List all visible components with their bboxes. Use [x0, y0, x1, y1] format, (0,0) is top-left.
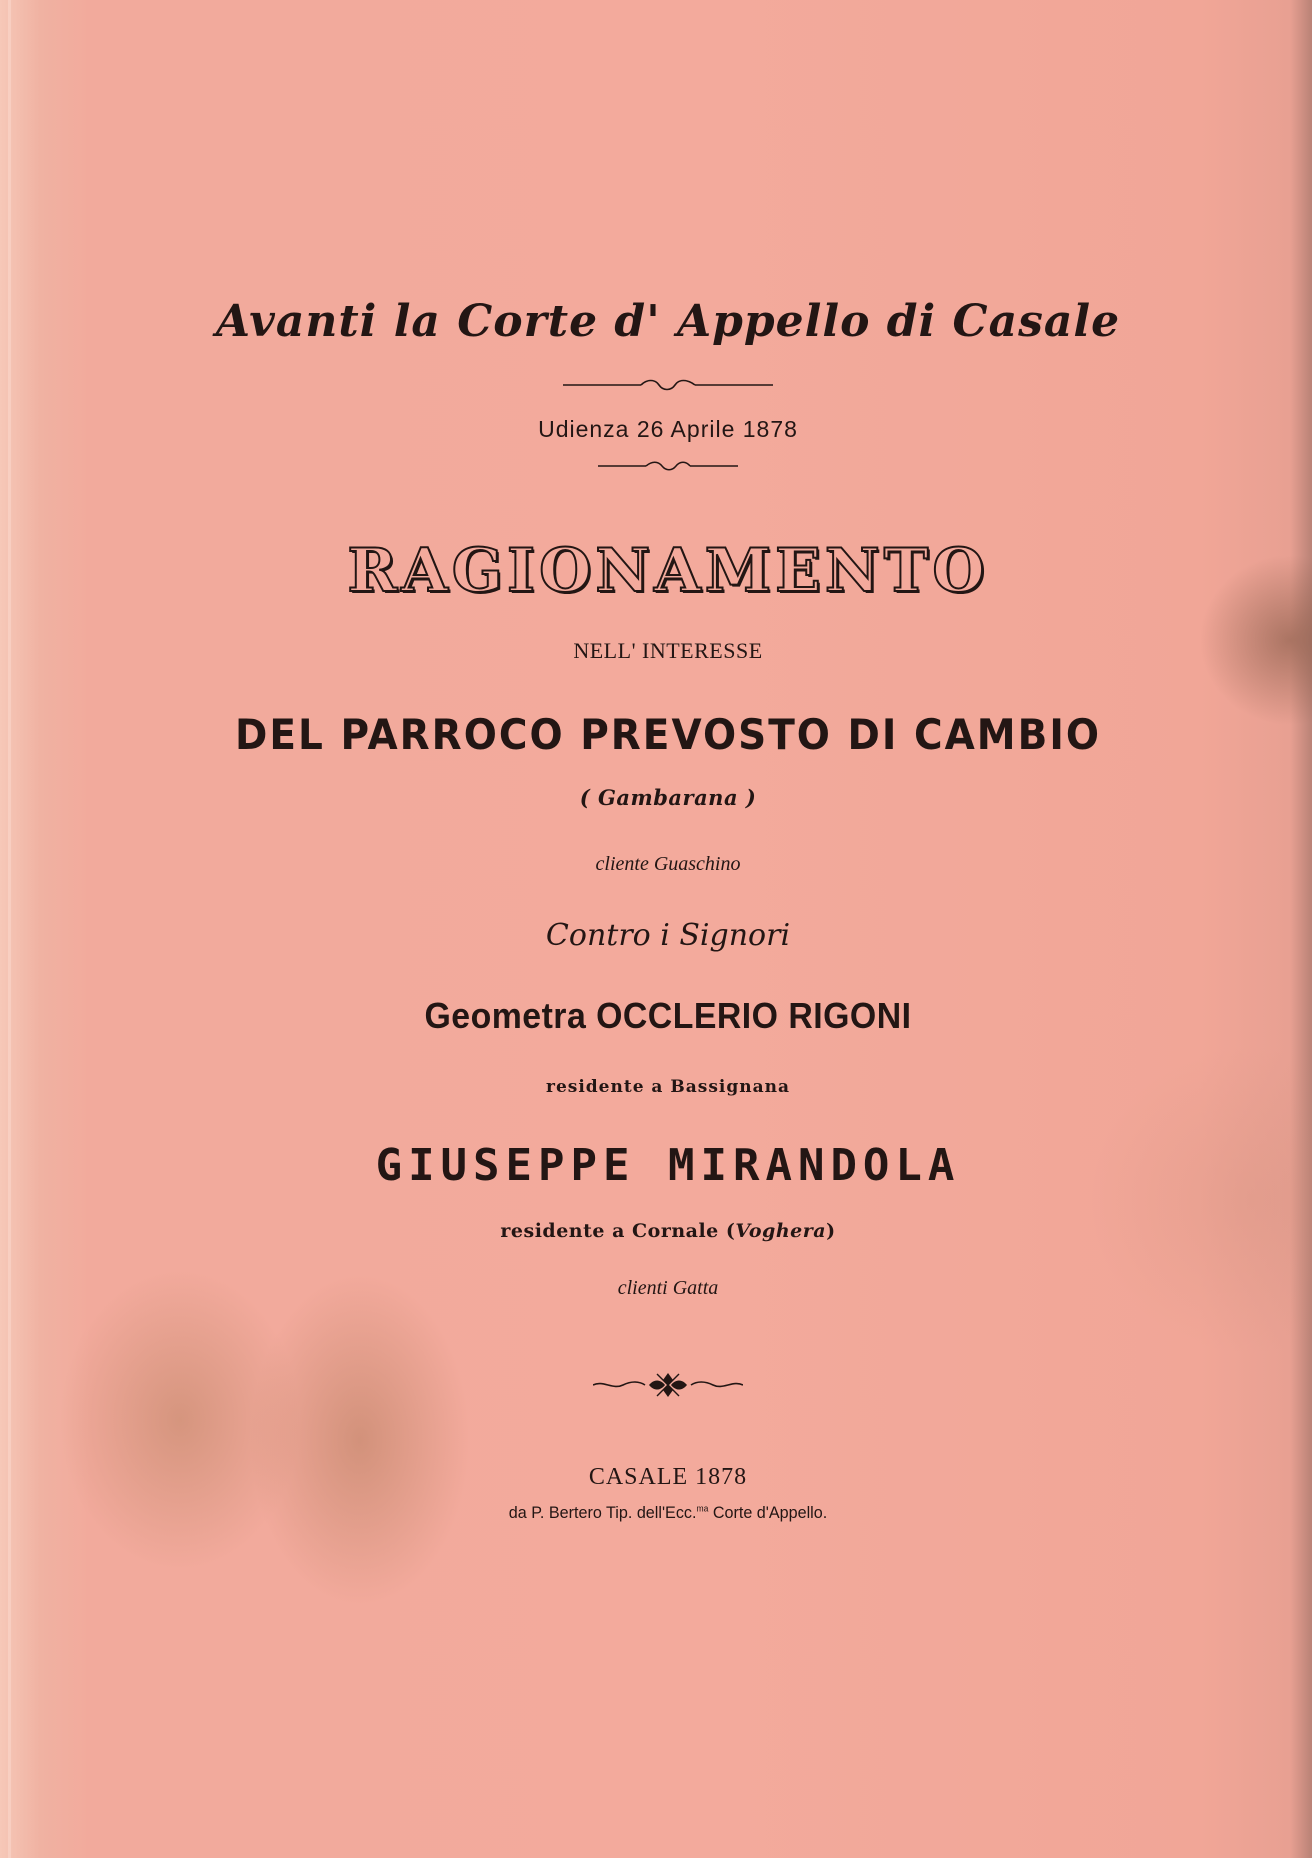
client-one: cliente Guaschino — [595, 853, 741, 875]
printer-prefix: da P. Bertero Tip. dell'Ecc. — [508, 1503, 697, 1522]
party-three: GIUSEPPE MIRANDOLA — [375, 1140, 961, 1191]
place-and-year: CASALE 1878 — [588, 1464, 748, 1490]
printer-superscript: ma — [696, 1503, 709, 1514]
flourish-divider — [0, 378, 1312, 392]
client-two: clienti Gatta — [617, 1277, 719, 1299]
printer-suffix: Corte d'Appello. — [708, 1503, 828, 1522]
against-line: Contro i Signori — [545, 918, 791, 953]
interest-line: NELL' INTERESSE — [573, 638, 763, 663]
main-title: RAGIONAMENTO — [347, 536, 989, 606]
fleuron-ornament — [0, 1370, 1312, 1400]
residence-two-place: Voghera — [735, 1220, 827, 1242]
parish-name: ( Gambarana ) — [579, 785, 757, 810]
printer-line — [45, 1503, 1291, 1523]
party-two: Geometra OCCLERIO RIGONI — [424, 995, 912, 1036]
residence-two — [12, 1220, 1312, 1242]
residence-two-suffix: ) — [826, 1220, 836, 1242]
residence-two-prefix: residente a Cornale ( — [500, 1220, 736, 1242]
party-one: DEL PARROCO PREVOSTO DI CAMBIO — [235, 711, 1101, 760]
court-title: Avanti la Corte d' Appello di Casale — [215, 296, 1121, 347]
hearing-date: Udienza 26 Aprile 1878 — [538, 416, 798, 442]
residence-one: residente a Bassignana — [545, 1077, 790, 1097]
flourish-divider-small — [0, 460, 1312, 472]
